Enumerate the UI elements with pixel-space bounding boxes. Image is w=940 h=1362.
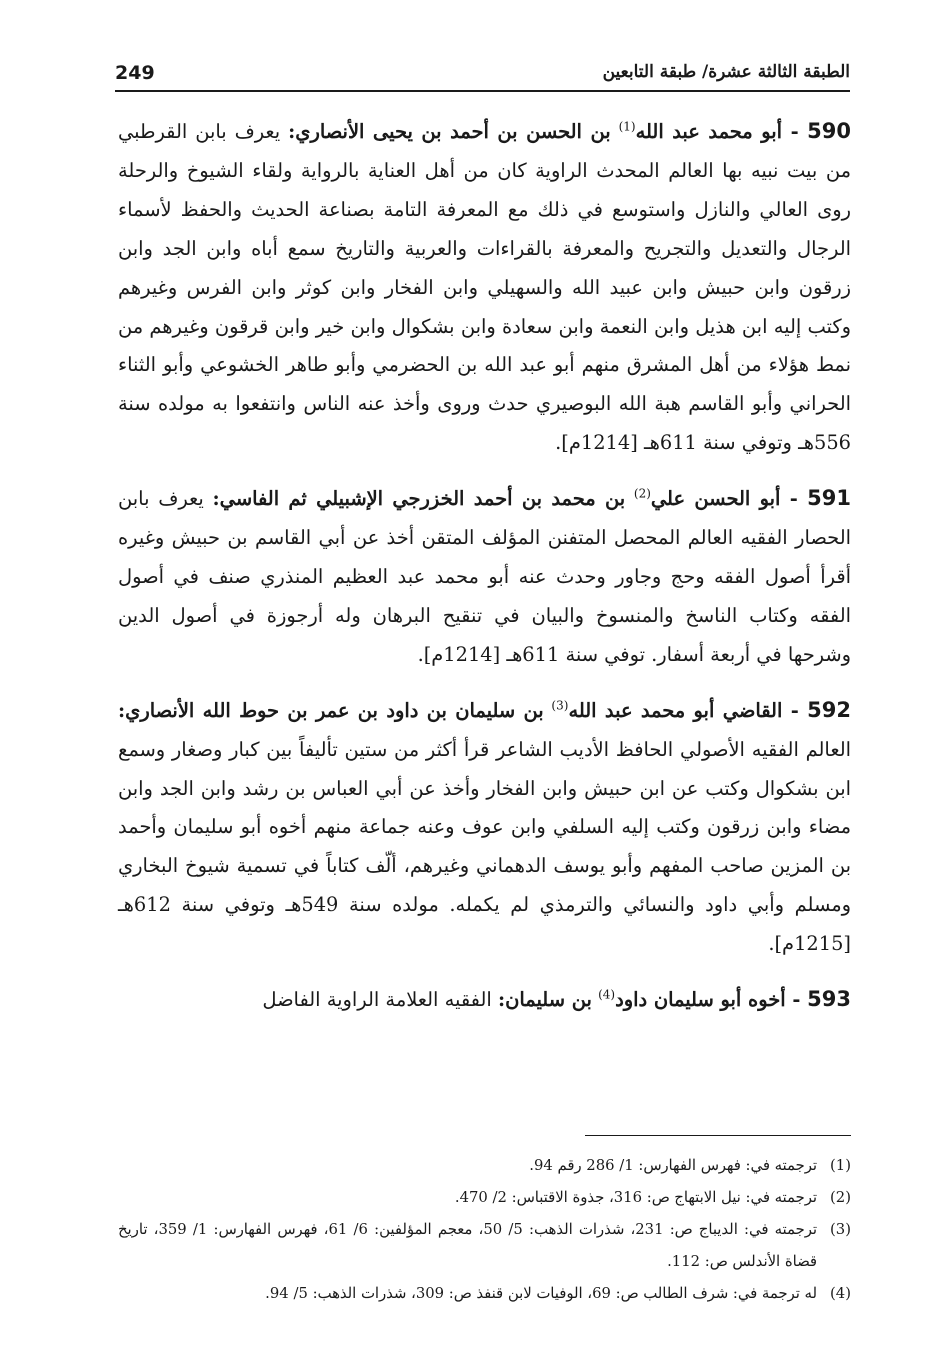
footnote-text: ترجمته في: الديباج ص: 231، شذرات الذهب: 5/ 50، معجم المؤلفين: 6/ 61، فهرس الفهارس: 1/ 359، تاريخ قضاة الأندلس ص: 112. xyxy=(118,1221,817,1270)
footnote-1 xyxy=(118,1150,851,1182)
entry-text: يعرف بابن القرطبي من بيت نبيه بها العالم المحدث الراوية كان من أهل العناية بالرواية ولقاء الشيوخ والرحلة روى العالي والنازل واستوسع في ذلك مع المعرفة التامة بصناعة الحديث والحفظ لأسماء الرجال والتعديل والتجريح والمعرفة بالقراءات والعربية والتاريخ سمع أباه وابن الجد وابن زرقون وابن حبيش وابن عبيد الله والسهيلي وابن الفخار وابن كوثر وابن الفرس وغيرهم وكتب إليه ابن هذيل وابن النعمة وابن سعادة وابن بشكوال وابن خير وابن قرقون وغيرهم من نمط هؤلاء من أهل المشرق منهم أبو عبد الله بن الحضرمي وأبو طاهر الخشوعي وأبو الثناء الحراني وأبو القاسم هبة الله البوصيري حدث وروى وأخذ عنه الناس وانتفعوا به مولده سنة 556هـ وتوفي سنة 611هـ [1214م]. xyxy=(118,120,851,455)
entry-name-part-1: أبو الحسن علي xyxy=(650,487,781,511)
footnote-marker: (1) xyxy=(830,1157,851,1174)
footnote-ref[interactable]: (2) xyxy=(633,486,651,501)
footnote-2 xyxy=(118,1182,851,1214)
entry-name-part-2: بن سليمان: xyxy=(497,988,592,1012)
entry-text: الفقيه العلامة الراوية الفاضل xyxy=(262,988,492,1012)
entry-number: 592 xyxy=(807,697,851,722)
entry-number: 590 xyxy=(807,119,851,143)
page-number: 249 xyxy=(115,62,155,84)
entry-name-part-2: بن سليمان بن داود بن عمر بن حوط الله الأنصاري: xyxy=(118,698,544,722)
entry-590: 590 - أبو محمد عبد الله$^{(1)}$ بن الحسن بن أحمد بن يحيى الأنصاري: يعرف بابن القرطبي من بيت نبيه بها العالم المحدث الراوية كان من أهل العناية بالرواية ولقاء الشيوخ والرحلة روى العالي والنازل واستوسع في ذلك مع المعرفة التامة بصناعة الحديث والحفظ لأسماء الرجال والتعديل والتجريح والمعرفة بالقراءات والعربية والتاريخ سمع أباه وابن الجد وابن زرقون وابن حبيش وابن عبيد الله والسهيلي وابن الفخار وابن كوثر وابن الفرس وغيرهم وكتب إليه ابن هذيل وابن النعمة وابن سعادة وابن بشكوال وابن خير وابن قرقون وغيرهم من نمط هؤلاء من أهل المشرق منهم أبو عبد الله بن الحضرمي وأبو طاهر الخشوعي وأبو الثناء الحراني وأبو القاسم هبة الله البوصيري حدث وروى وأخذ عنه الناس وانتفعوا به مولده سنة 556هـ وتوفي سنة 611هـ [1214م]. xyxy=(118,119,851,455)
footnote-ref[interactable]: (1) xyxy=(618,119,636,134)
header-rule xyxy=(115,90,850,92)
entry-number: 591 xyxy=(807,486,851,511)
footnote-text: ترجمته في: فهرس الفهارس: 1/ 286 رقم 94. xyxy=(529,1157,817,1174)
entry-name-part-1: القاضي أبو محمد عبد الله xyxy=(568,698,783,722)
footnote-text: ترجمته في: نيل الابتهاج ص: 316، جذوة الاقتباس: 2/ 470. xyxy=(454,1189,817,1206)
footnote-marker: (4) xyxy=(830,1285,851,1302)
footnote-4 xyxy=(118,1278,851,1310)
running-header xyxy=(115,56,850,92)
footnote-rule xyxy=(585,1135,851,1136)
main-text xyxy=(118,112,851,1036)
footnote-ref[interactable]: (4) xyxy=(598,987,616,1002)
entry-text: العالم الفقيه الأصولي الحافظ الأديب الشاعر قرأ أكثر من ستين تأليفاً بين كبار وصغار وسمع ابن بشكوال وكتب عن ابن حبيش وابن الفخار وأخذ عن أبي العباس بن رشد وابن الجد وابن مضاء وابن زرقون وكتب إليه السلفي وابن عوف وعنه جماعة منهم أخوه أبو سليمان وأحمد بن المزين صاحب المفهم وأبو يوسف الدهماني وغيرهم، ألّف كتاباً في تسمية شيوخ البخاري ومسلم وأبي داود والنسائي والترمذي لم يكمله. مولده سنة 549هـ وتوفي سنة 612هـ [1215م]. xyxy=(118,737,851,956)
running-title: الطبقة الثالثة عشرة/ طبقة التابعين xyxy=(602,62,850,82)
footnotes xyxy=(118,1150,851,1310)
footnote-text: له ترجمة في: شرف الطالب ص: 69، الوفيات لابن قنفذ ص: 309، شذرات الذهب: 5/ 94. xyxy=(265,1285,817,1302)
entry-592: 592 - القاضي أبو محمد عبد الله$^{(3)}$ بن سليمان بن داود بن عمر بن حوط الله الأنصاري: العالم الفقيه الأصولي الحافظ الأديب الشاعر قرأ أكثر من ستين تأليفاً بين كبار وصغار وسمع ابن بشكوال وكتب عن ابن حبيش وابن الفخار وأخذ عن أبي العباس بن رشد وابن الجد وابن مضاء وابن زرقون وكتب إليه السلفي وابن عوف وعنه جماعة منهم أخوه أبو سليمان وأحمد بن المزين صاحب المفهم وأبو يوسف الدهماني وغيرهم، ألّف كتاباً في تسمية شيوخ البخاري ومسلم وأبي داود والنسائي والترمذي لم يكمله. مولده سنة 549هـ وتوفي سنة 612هـ [1215م]. xyxy=(118,697,851,956)
footnote-ref[interactable]: (3) xyxy=(551,698,569,713)
entry-name-part-1: أبو محمد عبد الله xyxy=(635,120,783,143)
entry-text: يعرف بابن الحصار الفقيه العالم المحصل المتفنن المؤلف المتقن أخذ عن أبي القاسم بن حبيش وغيره أقرأ أصول الفقه وحج وجاور وحدث عنه أبو محمد عبد العظيم المنذري صنف في أصول الفقه وكتاب الناسخ والمنسوخ والبيان في تنقيح البرهان وله أرجوزة في أصول الدين وشرحها في أربعة أسفار. توفي سنة 611هـ [1214م]. xyxy=(118,487,851,666)
entry-name-part-2: بن محمد بن أحمد الخزرجي الإشبيلي ثم الفاسي: xyxy=(212,487,626,511)
entry-number: 593 xyxy=(807,987,851,1012)
entry-591: 591 - أبو الحسن علي$^{(2)}$ بن محمد بن أحمد الخزرجي الإشبيلي ثم الفاسي: يعرف بابن الحصار الفقيه العالم المحصل المتفنن المؤلف المتقن أخذ عن أبي القاسم بن حبيش وغيره أقرأ أصول الفقه وحج وجاور وحدث عنه أبو محمد عبد العظيم المنذري صنف في أصول الفقه وكتاب الناسخ والمنسوخ والبيان في تنقيح البرهان وله أرجوزة في أصول الدين وشرحها في أربعة أسفار. توفي سنة 611هـ [1214م]. xyxy=(118,486,851,666)
entry-593: 593 - أخوه أبو سليمان داود$^{(4)}$ بن سليمان: الفقيه العلامة الراوية الفاضل xyxy=(262,987,851,1012)
footnote-marker: (2) xyxy=(830,1189,851,1206)
footnote-3 xyxy=(118,1214,851,1278)
entry-name-part-1: أخوه أبو سليمان داود xyxy=(615,988,786,1012)
footnote-marker: (3) xyxy=(830,1221,851,1238)
entry-name-part-2: بن الحسن بن أحمد بن يحيى الأنصاري: xyxy=(288,120,611,143)
